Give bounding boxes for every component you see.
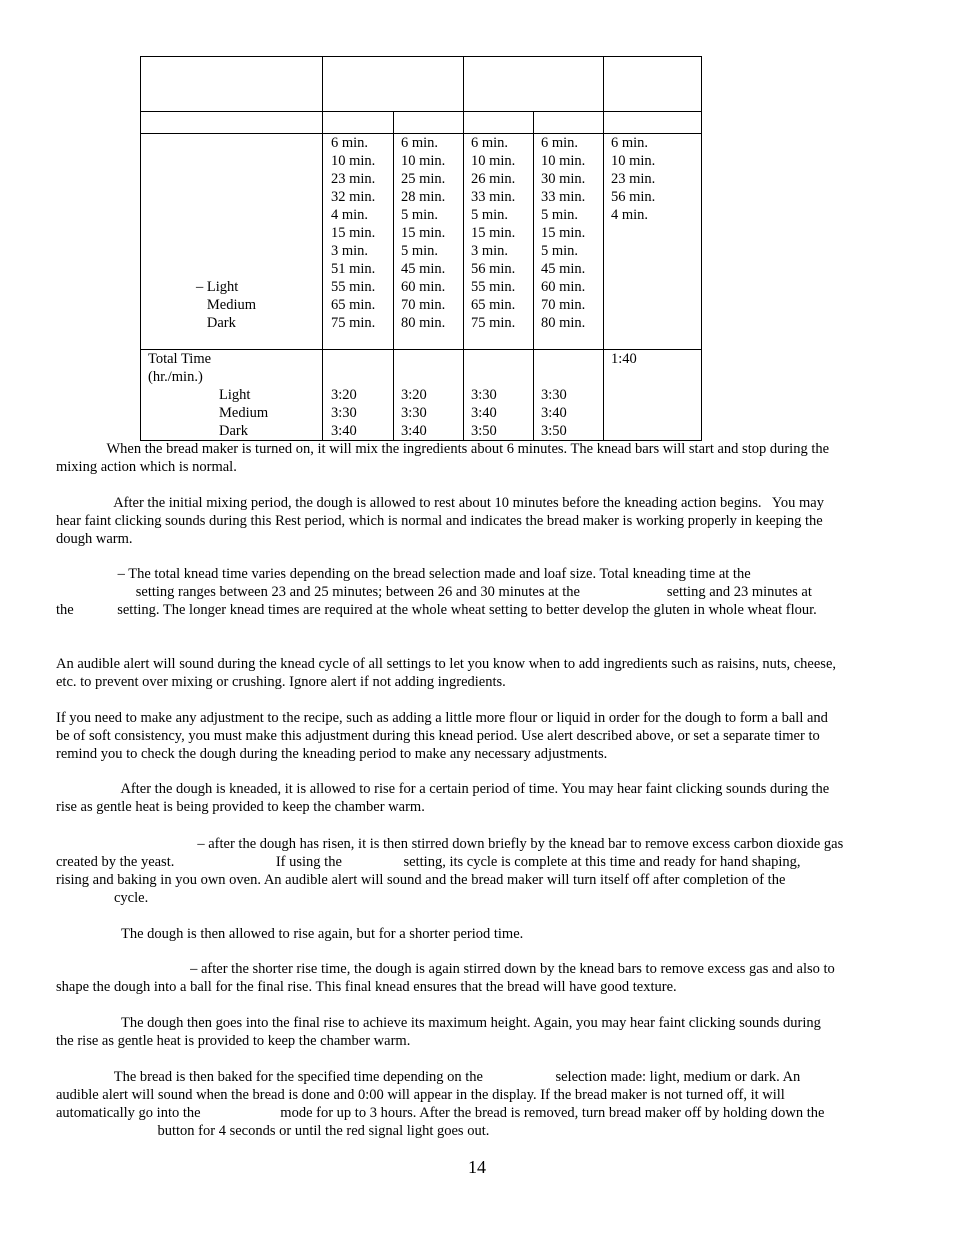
text-line: An audible alert will sound during the knead cycle of all settings to let you know when to add ingredients such as raisins, nuts, cheese, <box>56 656 837 672</box>
text-line: the rise as gentle heat is provided to keep the chamber warm. <box>56 1033 411 1049</box>
table-rule <box>701 56 702 441</box>
table-rule <box>322 56 323 441</box>
table-rule <box>533 111 534 441</box>
text-line: The dough then goes into the final rise to achieve its maximum height. Again, you may hear faint clicking sounds during <box>56 1015 821 1031</box>
table-cell: 3:30 3:40 3:50 <box>541 387 567 439</box>
text-line: After the dough is kneaded, it is allowed to rise for a certain period of time. You may hear faint clicking sounds during the <box>56 781 830 797</box>
table-cell: 3:30 3:40 3:50 <box>471 387 497 439</box>
text-line: The dough is then allowed to rise again, but for a shorter period time. <box>56 926 524 942</box>
text-line: rising and baking in you own oven. An audible alert will sound and the bread maker will turn itself off after completion of the <box>56 872 786 888</box>
table-rule <box>140 111 702 112</box>
text-line: The bread is then baked for the specified time depending on the selection made: light, medium or dark. An <box>56 1069 801 1085</box>
text-line: shape the dough into a ball for the final rise. This final knead ensures that the bread will have good texture. <box>56 979 677 995</box>
table-cell: 6 min. 10 min. 23 min. 56 min. 4 min. <box>611 135 656 223</box>
table-cell: 6 min. 10 min. 30 min. 33 min. 5 min. 15 min. 5 min. 45 min. 60 min. 70 min. 80 min. <box>541 135 586 331</box>
table-cell: 6 min. 10 min. 26 min. 33 min. 5 min. 15 min. 3 min. 56 min. 55 min. 65 min. 75 min. <box>471 135 516 331</box>
text-line: automatically go into the mode for up to 3 hours. After the bread is removed, turn bread maker off by holding down the <box>56 1105 825 1121</box>
text-line: – after the dough has risen, it is then stirred down briefly by the knead bar to remove excess carbon dioxide gas <box>56 836 844 852</box>
text-line: cycle. <box>56 890 149 906</box>
text-line: setting ranges between 23 and 25 minutes; between 26 and 30 minutes at the setting and 23 minutes at <box>56 584 812 600</box>
text-line: When the bread maker is turned on, it will mix the ingredients about 6 minutes. The knead bars will start and stop during the <box>56 441 830 457</box>
text-line: – after the shorter rise time, the dough is again stirred down by the knead bars to remove excess gas and also to <box>56 961 835 977</box>
total-time-label: Total Time (hr./min.) <box>148 351 212 385</box>
total-time-shades: Light Medium Dark <box>219 387 269 439</box>
text-line: button for 4 seconds or until the red signal light goes out. <box>56 1123 490 1139</box>
text-line: dough warm. <box>56 531 133 547</box>
text-line: If you need to make any adjustment to the recipe, such as adding a little more flour or liquid in order for the dough to form a ball and <box>56 710 828 726</box>
text-line: – The total knead time varies depending on the bread selection made and loaf size. Total kneading time at the <box>56 566 751 582</box>
text-line: created by the yeast. If using the setting, its cycle is complete at this time and ready for hand shaping, <box>56 854 801 870</box>
table-cell: 3:20 3:30 3:40 <box>401 387 427 439</box>
text-line: After the initial mixing period, the dough is allowed to rest about 10 minutes before the kneading action begins. You may <box>56 495 824 511</box>
table-rule <box>393 111 394 441</box>
text-line: the setting. The longer knead times are required at the whole wheat setting to better develop the gluten in whole wheat flour. <box>56 602 817 618</box>
text-line: hear faint clicking sounds during this Rest period, which is normal and indicates the bread maker is working properly in keeping the <box>56 513 823 529</box>
text-line: mixing action which is normal. <box>56 459 237 475</box>
text-line: remind you to check the dough during the kneading period to make any necessary adjustments. <box>56 746 608 762</box>
text-line: etc. to prevent over mixing or crushing. Ignore alert if not adding ingredients. <box>56 674 506 690</box>
table-rule <box>603 56 604 441</box>
row-labels-cell: – Light Medium Dark <box>196 279 257 331</box>
table-rule <box>140 56 141 441</box>
table-cell: 3:20 3:30 3:40 <box>331 387 357 439</box>
page-number: 14 <box>468 1157 486 1177</box>
table-rule <box>140 56 702 57</box>
table-cell: 6 min. 10 min. 23 min. 32 min. 4 min. 15 min. 3 min. 51 min. 55 min. 65 min. 75 min. <box>331 135 376 331</box>
table-cell: 1:40 <box>611 351 637 367</box>
table-rule <box>463 56 464 441</box>
text-line: rise as gentle heat is being provided to keep the chamber warm. <box>56 799 425 815</box>
text-line: audible alert will sound when the bread is done and 0:00 will appear in the display. If the bread maker is not turned off, it will <box>56 1087 785 1103</box>
text-line: be of soft consistency, you must make this adjustment during this knead period. Use alert described above, or set a separate timer to <box>56 728 820 744</box>
table-cell: 6 min. 10 min. 25 min. 28 min. 5 min. 15 min. 5 min. 45 min. 60 min. 70 min. 80 min. <box>401 135 446 331</box>
